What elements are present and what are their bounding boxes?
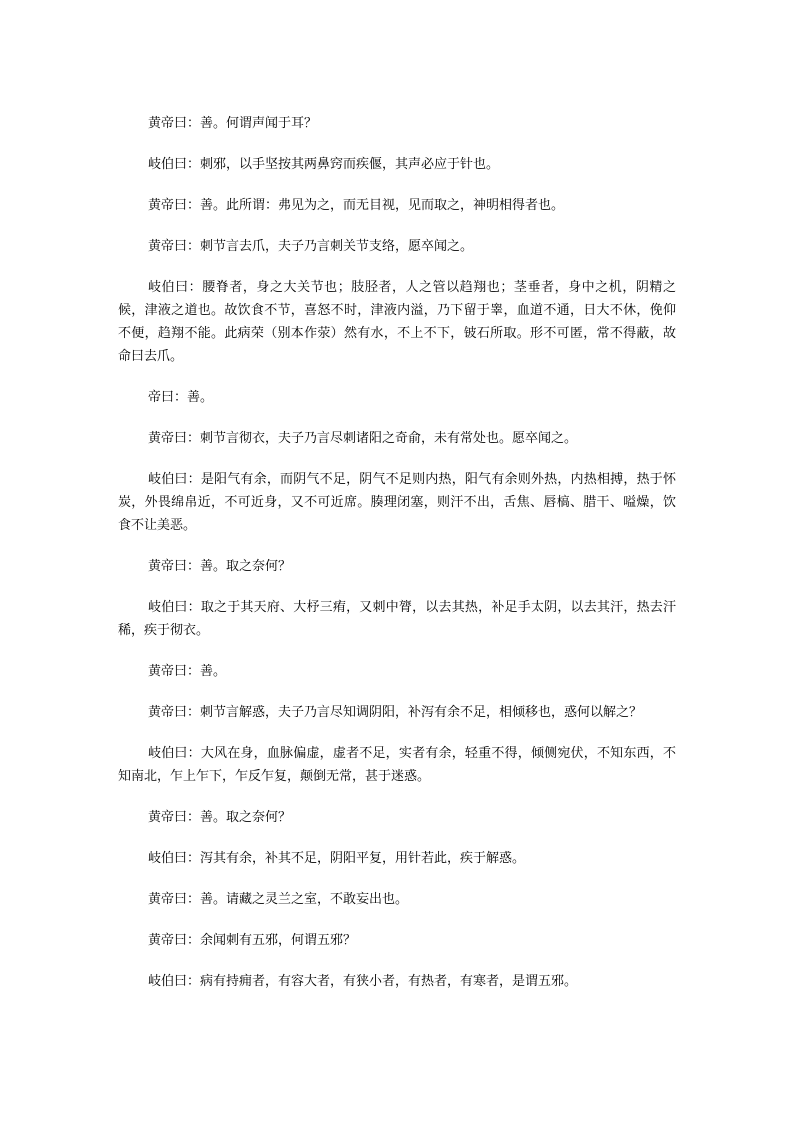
paragraph-14: 黄帝曰：善。取之奈何？	[148, 810, 292, 825]
paragraph-11: 黄帝曰：善。	[148, 664, 227, 679]
paragraph-2: 岐伯曰：刺邪，以手坚按其两鼻窍而疾偃，其声必应于针也。	[148, 157, 500, 172]
paragraph-8: 岐伯曰：是阳气有余，而阴气不足，阴气不足则内热，阳气有余则外热，内热相搏，热于怀炭，外畏绵帛近，不可近身，又不可近席。腠理闭塞，则汗不出，舌焦、唇槁、腊干、嗌燥，饮食不让美恶。	[118, 472, 676, 533]
paragraph-15: 岐伯曰：泻其有余，补其不足，阴阳平复，用针若此，疾于解惑。	[148, 851, 526, 866]
paragraph-7: 黄帝曰：刺节言彻衣，夫子乃言尽刺诸阳之奇俞，未有常处也。愿卒闻之。	[148, 431, 578, 446]
paragraph-5: 岐伯曰：腰脊者，身之大关节也；肢胫者，人之管以趋翔也；茎垂者，身中之机，阴精之候，津液之道也。故饮食不节，喜怒不时，津液内溢，乃下留于睾，血道不通，日大不休，俛仰不便，趋翔不能。此病荣（别本作荥）然有水，不上不下，铍石所取。形不可匿，常不得蔽，故命曰去爪。	[118, 280, 676, 364]
paragraph-9: 黄帝曰：善。取之奈何？	[148, 559, 292, 574]
paragraph-13: 岐伯曰：大风在身，血脉偏虚，虚者不足，实者有余，轻重不得，倾侧宛伏，不知东西，不知南北，乍上乍下，乍反乍复，颠倒无常，甚于迷惑。	[118, 746, 676, 784]
document-page	[118, 112, 676, 1011]
paragraph-6: 帝曰：善。	[148, 390, 214, 405]
paragraph-18: 岐伯曰：病有持痈者，有容大者，有狭小者，有热者，有寒者，是谓五邪。	[148, 974, 578, 989]
paragraph-10: 岐伯曰：取之于其天府、大杼三痏，又刺中膂，以去其热，补足手太阴，以去其汗，热去汗稀，疾于彻衣。	[118, 600, 676, 638]
paragraph-4: 黄帝曰：刺节言去爪，夫子乃言刺关节支络，愿卒闻之。	[148, 239, 474, 254]
paragraph-17: 黄帝曰：余闻刺有五邪，何谓五邪？	[148, 933, 357, 948]
paragraph-16: 黄帝曰：善。请藏之灵兰之室，不敢妄出也。	[148, 892, 409, 907]
paragraph-3: 黄帝曰：善。此所谓：弗见为之，而无目视，见而取之，神明相得者也。	[148, 198, 565, 213]
paragraph-1: 黄帝曰：善。何谓声闻于耳？	[148, 116, 318, 131]
paragraph-12: 黄帝曰：刺节言解惑，夫子乃言尽知调阴阳，补泻有余不足，相倾移也，惑何以解之？	[148, 705, 643, 720]
